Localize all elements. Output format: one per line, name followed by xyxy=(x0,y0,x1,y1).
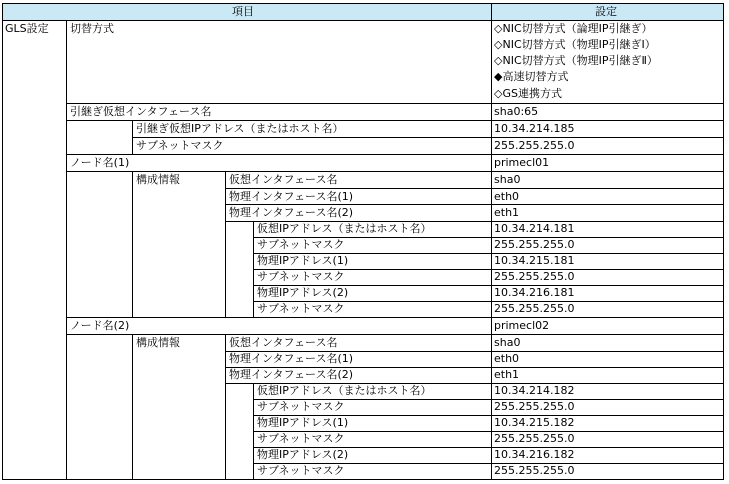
node1-value: primecl01 xyxy=(494,156,550,169)
node2-pmask2-value: 255.255.255.0 xyxy=(494,464,575,477)
node1-pmask2-value: 255.255.255.0 xyxy=(494,302,575,315)
option-text: NIC切替方式（物理IP引継ぎⅡ） xyxy=(502,54,658,67)
node1-pmask1-value: 255.255.255.0 xyxy=(494,270,575,283)
node1-pmask2-label: サブネットマスク xyxy=(257,302,345,315)
node2-pip2-value: 10.34.216.182 xyxy=(494,448,575,461)
node2-pip1-label: 物理IPアドレス(1) xyxy=(257,416,349,429)
node2-vip-value: 10.34.214.182 xyxy=(494,384,575,397)
node1-pif1-label: 物理インタフェース名(1) xyxy=(229,190,354,203)
option-text: NIC切替方式（論理IP引継ぎ） xyxy=(502,22,653,35)
option-text: 高速切替方式 xyxy=(502,70,569,83)
node1-vip-label: 仮想IPアドレス（またはホスト名） xyxy=(257,222,432,235)
node2-pif1-label: 物理インタフェース名(1) xyxy=(229,352,354,365)
switch-option xyxy=(494,86,562,102)
node2-value: primecl02 xyxy=(494,319,550,332)
node2-pif2-label: 物理インタフェース名(2) xyxy=(229,368,354,381)
node1-pif1-value: eth0 xyxy=(494,190,520,203)
option-mark: ◇ xyxy=(494,87,503,100)
option-mark: ◆ xyxy=(494,70,503,83)
node2-pip1-value: 10.34.215.182 xyxy=(494,416,575,429)
node2-vip-label: 仮想IPアドレス（またはホスト名） xyxy=(257,384,432,397)
node2-vmask-label: サブネットマスク xyxy=(257,400,345,413)
switch-option xyxy=(494,21,653,37)
node1-vmask-value: 255.255.255.0 xyxy=(494,238,575,251)
gls-settings-label: GLS設定 xyxy=(5,22,49,35)
node2-pif1-value: eth0 xyxy=(494,352,520,365)
node1-pip1-label: 物理IPアドレス(1) xyxy=(257,254,349,267)
takeover-ip-label: 引継ぎ仮想IPアドレス（またはホスト名） xyxy=(136,122,344,135)
node1-pip2-value: 10.34.216.181 xyxy=(494,286,575,299)
node1-vif-label: 仮想インタフェース名 xyxy=(229,173,338,186)
node2-pmask2-label: サブネットマスク xyxy=(257,464,345,477)
takeover-mask-value: 255.255.255.0 xyxy=(494,139,575,152)
option-text: NIC切替方式（物理IP引継ぎⅠ） xyxy=(502,38,656,51)
header-item: 項目 xyxy=(232,5,254,18)
node2-config-label: 構成情報 xyxy=(136,336,180,349)
switch-method-label: 切替方式 xyxy=(70,22,114,35)
node1-pmask1-label: サブネットマスク xyxy=(257,270,345,283)
node1-pif2-value: eth1 xyxy=(494,206,520,219)
node2-pmask1-value: 255.255.255.0 xyxy=(494,432,575,445)
node2-pif2-value: eth1 xyxy=(494,368,520,381)
node1-pip1-value: 10.34.215.181 xyxy=(494,254,575,267)
node2-vif-value: sha0 xyxy=(494,336,521,349)
option-mark: ◇ xyxy=(494,38,503,51)
header-setting: 設定 xyxy=(595,5,617,18)
takeover-iface-value: sha0:65 xyxy=(494,105,539,118)
node2-pmask1-label: サブネットマスク xyxy=(257,432,345,445)
node2-pip2-label: 物理IPアドレス(2) xyxy=(257,448,349,461)
node1-vif-value: sha0 xyxy=(494,173,521,186)
node1-pif2-label: 物理インタフェース名(2) xyxy=(229,206,354,219)
node1-vmask-label: サブネットマスク xyxy=(257,238,345,251)
node1-config-label: 構成情報 xyxy=(136,173,180,186)
takeover-ip-value: 10.34.214.185 xyxy=(494,122,575,135)
option-mark: ◇ xyxy=(494,22,503,35)
option-text: GS連携方式 xyxy=(502,87,562,100)
takeover-mask-label: サブネットマスク xyxy=(136,139,224,152)
switch-option-selected xyxy=(494,69,568,85)
node1-vip-value: 10.34.214.181 xyxy=(494,222,575,235)
node2-label: ノード名(2) xyxy=(70,319,130,332)
node2-vmask-value: 255.255.255.0 xyxy=(494,400,575,413)
node1-label: ノード名(1) xyxy=(70,156,130,169)
switch-option xyxy=(494,53,658,69)
node2-vif-label: 仮想インタフェース名 xyxy=(229,336,338,349)
node1-pip2-label: 物理IPアドレス(2) xyxy=(257,286,349,299)
takeover-iface-label: 引継ぎ仮想インタフェース名 xyxy=(70,105,212,118)
switch-option xyxy=(494,37,656,53)
option-mark: ◇ xyxy=(494,54,503,67)
